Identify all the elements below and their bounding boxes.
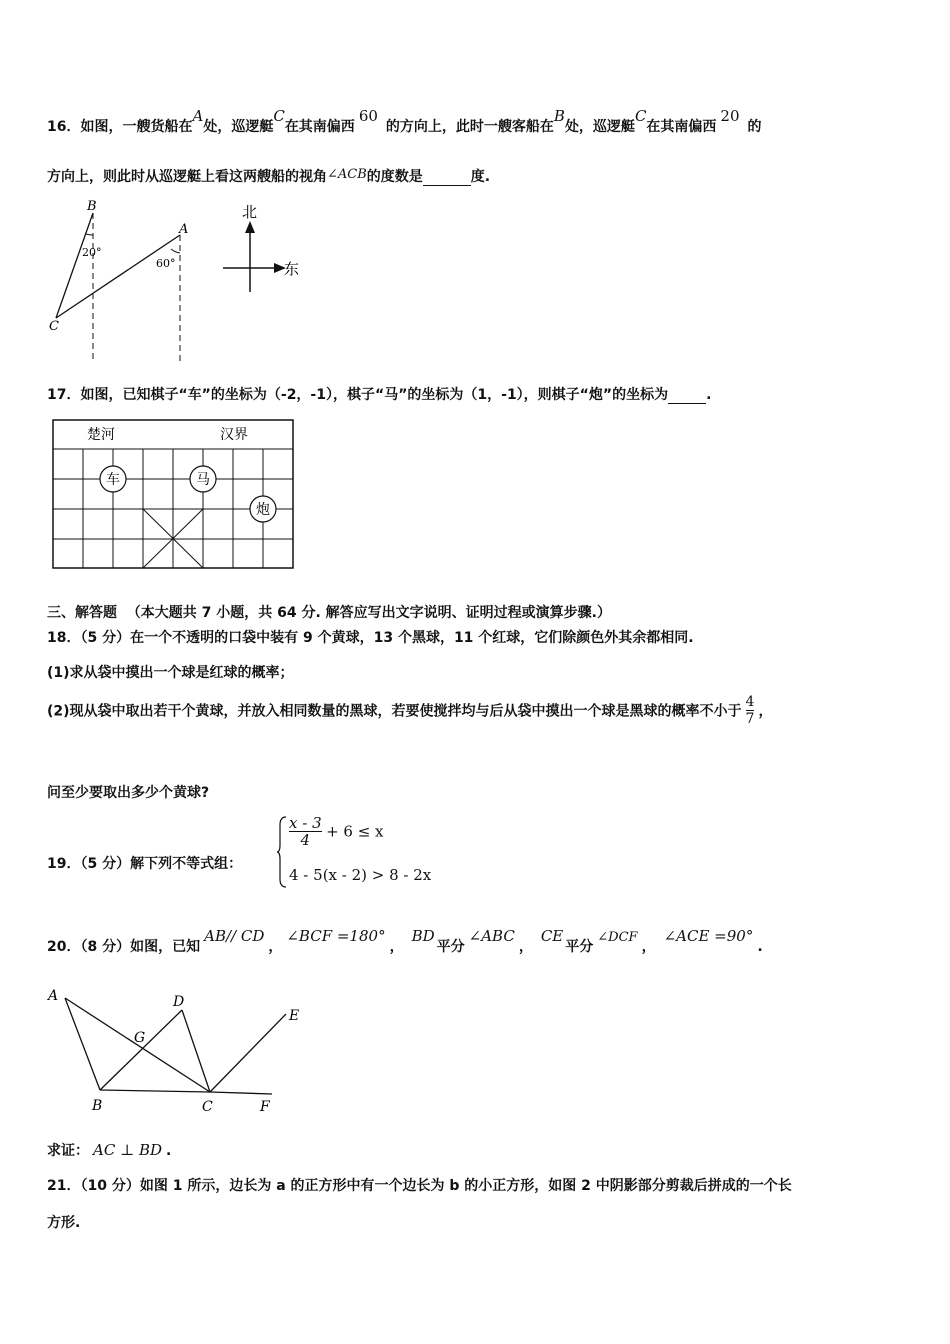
q17-line: 17．如图，已知棋子“车”的坐标为（-2，-1），棋子“马”的坐标为（1，-1），则棋子“炮”的坐标为 . [47,387,712,403]
fig20-point-d: D [173,994,185,1010]
point-b-label: B [87,199,97,214]
point-c-label: C [49,319,59,334]
point-a-label: A [179,222,189,237]
han-jie-label: 汉界 [220,427,248,443]
fig20-point-e: E [289,1008,300,1024]
q19-inequality-1: $\frac{x - 3}{4}$ + 6 ≤ x [289,814,384,849]
fig20-point-b: B [92,1098,103,1114]
q16-line2: 方向上，则此时从巡逻艇上看这两艘船的视角∠ACB的度数是 度. [47,167,491,185]
q21-line2: 方形. [47,1215,81,1231]
q18-stem: 18．（5 分）在一个不透明的口袋中装有 9 个黄球，13 个黑球，11 个红球，它们除颜色外其余都相同. [47,630,694,646]
piece-ma: 马 [196,472,210,488]
piece-pao: 炮 [256,502,270,518]
q18-part2: (2)现从袋中取出若干个黄球，并放入相同数量的黑球，若要使搅拌均与后从袋中摸出一个球是黑球的概率不小于 $\frac{4}{7}$ ， [47,694,773,727]
fig20-point-a: A [48,988,59,1004]
angle-20-label: 20° [82,246,102,259]
angle-60-label: 60° [156,257,176,270]
q17-answer-blank[interactable] [668,389,706,404]
east-label: 东 [284,260,300,278]
q16-answer-blank[interactable] [423,171,471,186]
q20-prove: 求证： AC ⊥ BD . [47,1141,172,1159]
piece-che: 车 [106,472,120,488]
north-label: 北 [242,203,258,221]
q18-part1: (1)求从袋中摸出一个球是红球的概率； [47,665,294,681]
fig20-point-g: G [134,1030,146,1046]
q21-line1: 21．（10 分）如图 1 所示，边长为 a 的正方形中有一个边长为 b 的小正方形，如图 2 中阴影部分剪裁后拼成的一个长 [47,1178,792,1194]
q19-inequality-2: 4 - 5(x - 2) > 8 - 2x [289,866,432,884]
q18-part3: 问至少要取出多少个黄球? [47,785,210,801]
fig20-point-c: C [202,1099,213,1115]
q20-line: 20．（8 分）如图，已知AB// CD，∠BCF =180°，BD平分∠ABC，CE平分∠DCF，∠ACE =90°. [47,927,763,955]
q20-figure [40,980,320,1120]
q17-chessboard-figure [50,418,298,570]
q19-brace [276,815,288,890]
fig20-point-f: F [260,1099,270,1115]
section3-heading: 三、解答题 （本大题共 7 小题，共 64 分. 解答应写出文字说明、证明过程或演算步骤.） [47,605,611,621]
q18-fraction: $\frac{4}{7}$ [745,694,755,727]
q19-label: 19．（5 分）解下列不等式组： [47,856,243,872]
chu-he-label: 楚河 [87,427,115,443]
q16-line1: 16．如图，一艘货船在A处，巡逻艇C在其南偏西60的方向上，此时一艘客船在B处，巡逻艇C在其南偏西20的 [47,107,762,135]
q16-figure [40,195,320,370]
